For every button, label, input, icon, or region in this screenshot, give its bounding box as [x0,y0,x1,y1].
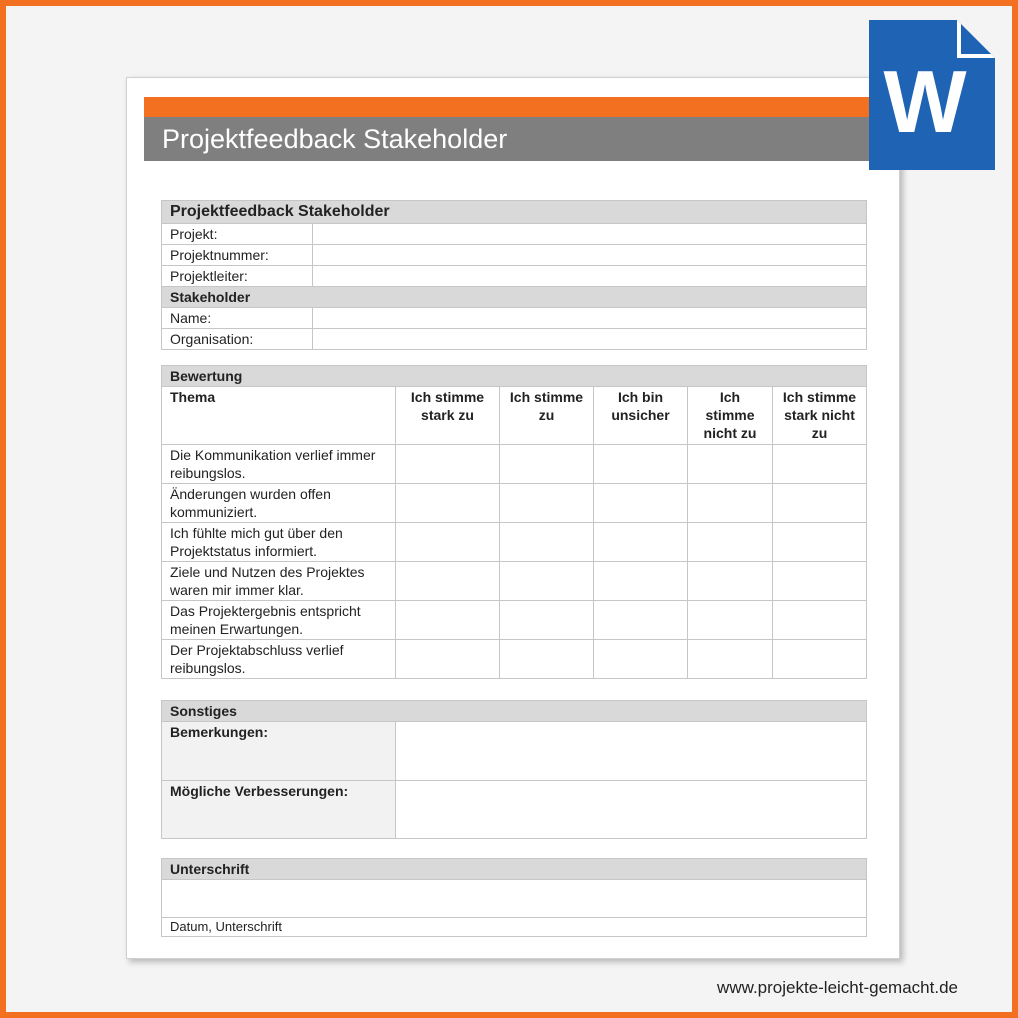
rating-cell[interactable] [773,601,867,640]
accent-bar [144,97,878,117]
field-input[interactable] [313,329,867,350]
field-input[interactable] [313,245,867,266]
remarks-input[interactable] [396,722,867,781]
signature-caption: Datum, Unterschrift [162,918,867,937]
rating-topic: Änderungen wurden offen kommuniziert. [162,484,396,523]
column-header: Ich stimme zu [500,387,594,445]
field-input[interactable] [313,224,867,245]
rating-cell[interactable] [396,523,500,562]
rating-cell[interactable] [396,640,500,679]
rating-cell[interactable] [500,640,594,679]
rating-topic: Ich fühlte mich gut über den Projektstatus informiert. [162,523,396,562]
rating-topic: Die Kommunikation verlief immer reibungslos. [162,445,396,484]
rating-cell[interactable] [500,445,594,484]
rating-cell[interactable] [773,484,867,523]
info-section-title: Projektfeedback Stakeholder [162,201,867,224]
table-row [162,484,867,523]
rating-cell[interactable] [594,601,688,640]
rating-cell[interactable] [773,562,867,601]
rating-cell[interactable] [773,445,867,484]
word-icon-letter: W [883,52,967,151]
rating-topic: Ziele und Nutzen des Projektes waren mir immer klar. [162,562,396,601]
rating-cell[interactable] [688,601,773,640]
column-header: Thema [162,387,396,445]
improvements-input[interactable] [396,781,867,839]
rating-cell[interactable] [396,445,500,484]
rating-section-title: Bewertung [162,366,867,387]
footer-url: www.projekte-leicht-gemacht.de [717,978,958,997]
signature-section-title: Unterschrift [162,859,867,880]
rating-cell[interactable] [396,484,500,523]
rating-cell[interactable] [688,445,773,484]
field-label: Organisation: [162,329,313,350]
table-row [162,523,867,562]
rating-cell[interactable] [500,562,594,601]
signature-table [161,858,867,937]
field-label: Projekt: [162,224,313,245]
rating-cell[interactable] [688,640,773,679]
rating-cell[interactable] [594,445,688,484]
rating-topic: Das Projektergebnis entspricht meinen Erwartungen. [162,601,396,640]
word-document-icon [869,20,995,170]
table-row [162,601,867,640]
field-input[interactable] [313,266,867,287]
improvements-label: Mögliche Verbesserungen: [162,781,396,839]
rating-cell[interactable] [688,484,773,523]
column-header: Ich bin unsicher [594,387,688,445]
rating-cell[interactable] [594,562,688,601]
other-section-title: Sonstiges [162,701,867,722]
page-title: Projektfeedback Stakeholder [144,117,878,161]
rating-cell[interactable] [500,484,594,523]
field-label: Projektnummer: [162,245,313,266]
field-label: Projektleiter: [162,266,313,287]
rating-cell[interactable] [500,523,594,562]
rating-cell[interactable] [500,601,594,640]
column-header: Ich stimme stark nicht zu [773,387,867,445]
table-row [162,445,867,484]
rating-cell[interactable] [773,523,867,562]
table-row [162,562,867,601]
rating-cell[interactable] [594,640,688,679]
rating-cell[interactable] [396,601,500,640]
rating-cell[interactable] [594,523,688,562]
rating-cell[interactable] [396,562,500,601]
column-header: Ich stimme nicht zu [688,387,773,445]
rating-cell[interactable] [688,562,773,601]
rating-cell[interactable] [688,523,773,562]
signature-input[interactable] [162,880,867,918]
info-table [161,200,867,350]
field-input[interactable] [313,308,867,329]
field-label: Name: [162,308,313,329]
stakeholder-section-title: Stakeholder [162,287,867,308]
other-table [161,700,867,839]
column-header: Ich stimme stark zu [396,387,500,445]
table-row [162,640,867,679]
rating-table [161,365,867,679]
rating-topic: Der Projektabschluss verlief reibungslos. [162,640,396,679]
rating-cell[interactable] [594,484,688,523]
rating-cell[interactable] [773,640,867,679]
remarks-label: Bemerkungen: [162,722,396,781]
